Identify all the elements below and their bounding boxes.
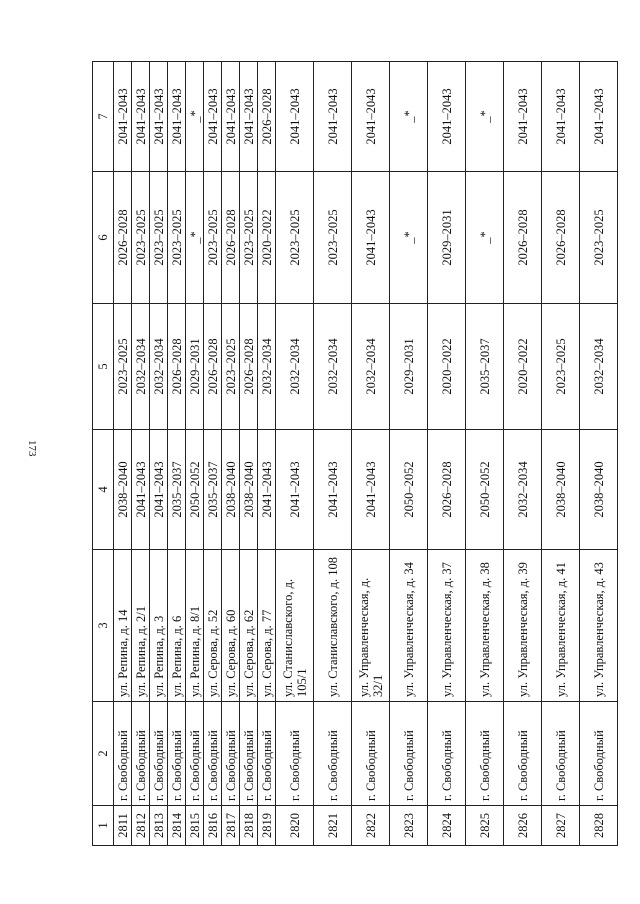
city-cell: г. Свободный [390,702,428,806]
year-cell: 2041–2043 [428,62,466,172]
table-row [150,62,168,846]
address-cell: ул. Серова, д. 52 [204,550,222,702]
year-cell: 2023–2025 [222,304,240,430]
address-cell: ул. Репина, д. 2/1 [132,550,150,702]
city-cell: г. Свободный [428,702,466,806]
year-cell: 2023–2025 [240,172,258,304]
year-cell: 2041–2043 [580,62,618,172]
row-number-cell: 2812 [132,806,150,846]
page-number: 173 [26,440,38,457]
table-row [258,62,276,846]
address-cell: ул. Управленческая, д. 43 [580,550,618,702]
year-cell: 2029–2031 [428,172,466,304]
table-row [314,62,352,846]
city-cell: г. Свободный [114,702,132,806]
year-cell: _* [390,172,428,304]
address-cell: ул. Управленческая, д. 37 [428,550,466,702]
table-row [352,62,390,846]
header-cell: 3 [93,550,114,702]
row-number-cell: 2814 [168,806,186,846]
table-row [186,62,204,846]
city-cell: г. Свободный [240,702,258,806]
year-cell: 2020–2022 [258,172,276,304]
year-cell: 2035–2037 [466,304,504,430]
year-cell: 2026–2028 [504,172,542,304]
city-cell: г. Свободный [168,702,186,806]
year-cell: 2026–2028 [240,304,258,430]
year-cell: 2023–2025 [580,172,618,304]
header-cell: 4 [93,430,114,550]
year-cell: 2026–2028 [222,172,240,304]
year-cell: 2032–2034 [352,304,390,430]
table-row [580,62,618,846]
table-row [276,62,314,846]
year-cell: 2032–2034 [132,304,150,430]
city-cell: г. Свободный [150,702,168,806]
year-cell: 2026–2028 [168,304,186,430]
year-cell: 2032–2034 [258,304,276,430]
header-cell: 6 [93,172,114,304]
row-number-cell: 2825 [466,806,504,846]
year-cell: 2032–2034 [150,304,168,430]
year-cell: 2038–2040 [580,430,618,550]
schedule-table [92,61,618,846]
row-number-cell: 2811 [114,806,132,846]
table-sheet [92,62,604,846]
year-cell: _* [186,62,204,172]
row-number-cell: 2813 [150,806,168,846]
year-cell: 2041–2043 [314,430,352,550]
city-cell: г. Свободный [466,702,504,806]
year-cell: _* [186,172,204,304]
year-cell: 2038–2040 [114,430,132,550]
table-row [114,62,132,846]
year-cell: 2023–2025 [150,172,168,304]
year-cell: 2026–2028 [204,304,222,430]
year-cell: 2041–2043 [222,62,240,172]
row-number-cell: 2815 [186,806,204,846]
address-cell: ул. Управленческая, д. 34 [390,550,428,702]
table-row [222,62,240,846]
year-cell: 2041–2043 [276,430,314,550]
year-cell: 2029–2031 [186,304,204,430]
address-cell: ул. Серова, д. 77 [258,550,276,702]
year-cell: 2023–2025 [114,304,132,430]
year-cell: 2041–2043 [504,62,542,172]
year-cell: 2041–2043 [150,62,168,172]
year-cell: 2032–2034 [314,304,352,430]
row-number-cell: 2821 [314,806,352,846]
address-cell: ул. Серова, д. 62 [240,550,258,702]
row-number-cell: 2820 [276,806,314,846]
address-cell: ул. Станиславского, д. 108 [314,550,352,702]
year-cell: 2050–2052 [390,430,428,550]
year-cell: 2023–2025 [542,304,580,430]
row-number-cell: 2826 [504,806,542,846]
city-cell: г. Свободный [132,702,150,806]
table-row [542,62,580,846]
header-cell: 1 [93,806,114,846]
address-cell: ул. Репина, д. 6 [168,550,186,702]
city-cell: г. Свободный [222,702,240,806]
city-cell: г. Свободный [276,702,314,806]
year-cell: 2023–2025 [276,172,314,304]
table-row [204,62,222,846]
year-cell: 2041–2043 [352,430,390,550]
year-cell: 2032–2034 [504,430,542,550]
rotated-table-container [92,62,604,846]
row-number-cell: 2818 [240,806,258,846]
year-cell: 2041–2043 [314,62,352,172]
table-row [132,62,150,846]
row-number-cell: 2819 [258,806,276,846]
year-cell: 2023–2025 [314,172,352,304]
table-row [240,62,258,846]
address-cell: ул. Управленческая, д. 39 [504,550,542,702]
year-cell: _* [466,172,504,304]
city-cell: г. Свободный [314,702,352,806]
year-cell: 2023–2025 [204,172,222,304]
city-cell: г. Свободный [258,702,276,806]
table-row [504,62,542,846]
header-cell: 7 [93,62,114,172]
year-cell: 2041–2043 [258,430,276,550]
address-cell: ул. Управленческая, д. 41 [542,550,580,702]
header-row [93,62,114,846]
row-number-cell: 2824 [428,806,466,846]
year-cell: 2041–2043 [352,172,390,304]
row-number-cell: 2822 [352,806,390,846]
year-cell: 2026–2028 [114,172,132,304]
city-cell: г. Свободный [542,702,580,806]
year-cell: 2041–2043 [542,62,580,172]
year-cell: 2020–2022 [428,304,466,430]
table-body [114,62,618,846]
table-row [390,62,428,846]
address-cell: ул. Репина, д. 14 [114,550,132,702]
year-cell: 2041–2043 [276,62,314,172]
year-cell: 2026–2028 [542,172,580,304]
year-cell: 2041–2043 [352,62,390,172]
address-cell: ул. Управленческая, д. 32/1 [352,550,390,702]
address-cell: ул. Серова, д. 60 [222,550,240,702]
row-number-cell: 2827 [542,806,580,846]
year-cell: 2050–2052 [466,430,504,550]
city-cell: г. Свободный [352,702,390,806]
year-cell: 2026–2028 [428,430,466,550]
year-cell: 2032–2034 [276,304,314,430]
header-cell: 5 [93,304,114,430]
address-cell: ул. Управленческая, д. 38 [466,550,504,702]
year-cell: _* [390,62,428,172]
year-cell: 2041–2043 [132,62,150,172]
address-cell: ул. Станиславского, д. 105/1 [276,550,314,702]
city-cell: г. Свободный [580,702,618,806]
year-cell: 2035–2037 [168,430,186,550]
year-cell: 2050–2052 [186,430,204,550]
city-cell: г. Свободный [186,702,204,806]
year-cell: 2038–2040 [240,430,258,550]
year-cell: 2041–2043 [114,62,132,172]
year-cell: 2020–2022 [504,304,542,430]
year-cell: 2038–2040 [542,430,580,550]
row-number-cell: 2828 [580,806,618,846]
year-cell: 2026–2028 [258,62,276,172]
table-row [466,62,504,846]
year-cell: 2023–2025 [132,172,150,304]
year-cell: 2041–2043 [150,430,168,550]
address-cell: ул. Репина, д. 3 [150,550,168,702]
row-number-cell: 2816 [204,806,222,846]
year-cell: 2038–2040 [222,430,240,550]
row-number-cell: 2817 [222,806,240,846]
table-row [428,62,466,846]
year-cell: 2041–2043 [240,62,258,172]
year-cell: 2041–2043 [204,62,222,172]
address-cell: ул. Репина, д. 8/1 [186,550,204,702]
city-cell: г. Свободный [504,702,542,806]
city-cell: г. Свободный [204,702,222,806]
year-cell: 2041–2043 [132,430,150,550]
year-cell: 2035–2037 [204,430,222,550]
year-cell: 2032–2034 [580,304,618,430]
header-cell: 2 [93,702,114,806]
table-row [168,62,186,846]
row-number-cell: 2823 [390,806,428,846]
year-cell: 2029–2031 [390,304,428,430]
year-cell: _* [466,62,504,172]
year-cell: 2023–2025 [168,172,186,304]
year-cell: 2041–2043 [168,62,186,172]
